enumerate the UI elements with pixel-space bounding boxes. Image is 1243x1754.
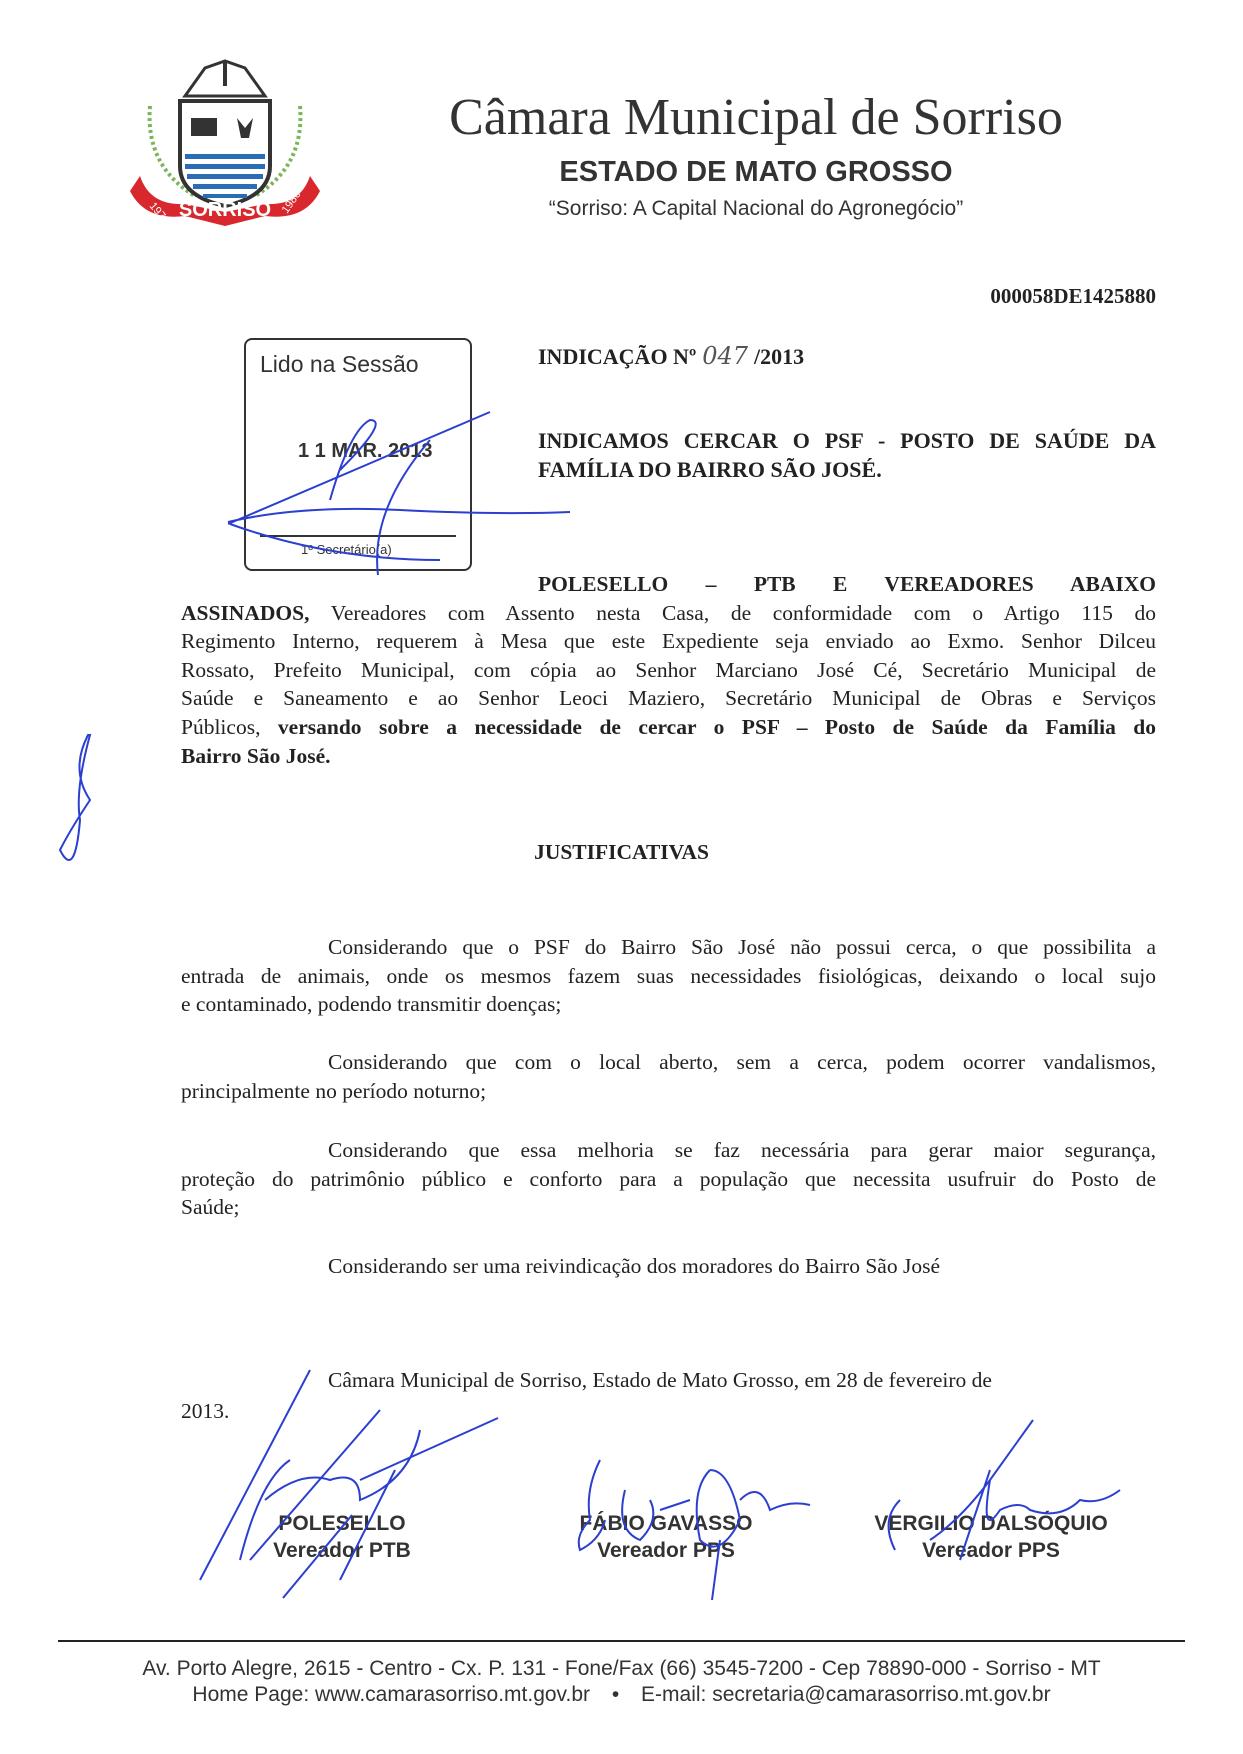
intro-text: Públicos,	[181, 714, 278, 739]
signatory-name: FÁBIO GAVASSO	[579, 1512, 753, 1535]
signatory-gavasso	[516, 1510, 816, 1564]
signatory-role: Vereador PPS	[922, 1539, 1060, 1562]
session-stamp	[244, 338, 472, 571]
intro-line: Saúde e Saneamento e ao Senhor Leoci Maziero, Secretário Municipal de Obras e Serviços	[181, 686, 1156, 711]
justification-line: proteção do patrimônio público e conforto para a população que necessita usufruir do Posto de	[181, 1166, 1156, 1191]
justifications-title: JUSTIFICATIVAS	[534, 840, 709, 864]
svg-text:1986: 1986	[279, 188, 304, 216]
intro-line: Bairro São José.	[181, 743, 331, 768]
justification-line: Considerando que o PSF do Bairro São José não possui cerca, o que possibilita a	[328, 935, 1156, 959]
indication-year: /2013	[754, 344, 805, 369]
justification-line: Considerando que com o local aberto, sem a cerca, podem ocorrer vandalismos,	[328, 1050, 1156, 1074]
indication-handwritten-number: 047	[702, 342, 749, 370]
footer-homepage-link[interactable]: Home Page: www.camarasorriso.mt.gov.br	[192, 1683, 590, 1706]
slogan: “Sorriso: A Capital Nacional do Agronegócio”	[548, 197, 964, 220]
signatory-dalsoquio	[841, 1510, 1141, 1564]
footer-contacts	[0, 1683, 1243, 1707]
intro-line: Regimento Interno, requerem à Mesa que este Expediente seja enviado ao Exmo. Senhor Dilceu	[181, 629, 1156, 654]
signatory-polesello	[192, 1510, 492, 1564]
justification-paragraph	[181, 1048, 1156, 1105]
indication-prefix: INDICAÇÃO Nº	[538, 344, 697, 369]
closing-line: Câmara Municipal de Sorriso, Estado de Mato Grosso, em 28 de fevereiro de	[328, 1368, 992, 1392]
justification-line: principalmente no período noturno;	[181, 1078, 487, 1103]
intro-line	[181, 713, 1156, 742]
intro-bold: ASSINADOS,	[181, 600, 310, 625]
closing-paragraph	[181, 1366, 1156, 1425]
footer-bullet: •	[611, 1683, 620, 1706]
justification-paragraph	[181, 933, 1156, 1019]
intro-paragraph	[181, 570, 1156, 770]
state-heading: ESTADO DE MATO GROSSO	[559, 156, 953, 188]
signatory-name: POLESELLO	[278, 1512, 406, 1535]
justification-paragraph	[181, 1252, 1156, 1281]
indication-number	[538, 342, 804, 370]
heading-line: INDICAMOS CERCAR O PSF - POSTO DE SAÚDE DA	[538, 428, 1156, 453]
footer-address: Av. Porto Alegre, 2615 - Centro - Cx. P. 131 - Fone/Fax (66) 3545-7200 - Cep 78890-000 - Sorriso - MT	[142, 1657, 1101, 1680]
document-code: 000058DE1425880	[990, 284, 1156, 308]
institution-title: Câmara Municipal de Sorriso	[449, 89, 1063, 146]
heading-line: FAMÍLIA DO BAIRRO SÃO JOSÉ.	[538, 456, 882, 482]
justification-paragraph	[181, 1136, 1156, 1222]
justification-line: e contaminado, podendo transmitir doenças;	[181, 992, 562, 1017]
signatory-role: Vereador PTB	[273, 1539, 411, 1562]
svg-text:1979: 1979	[146, 200, 172, 227]
intro-text: Vereadores com Assento nesta Casa, de conformidade com o Artigo 115 do	[309, 600, 1156, 625]
subject-heading	[538, 426, 1156, 483]
justification-line: Saúde;	[181, 1195, 240, 1220]
municipal-coat-of-arms-logo	[125, 56, 325, 236]
justification-line: Considerando ser uma reivindicação dos moradores do Bairro São José	[328, 1254, 940, 1278]
intro-bold: versando sobre a necessidade de cercar o PSF – Posto de Saúde da Família do	[277, 714, 1156, 739]
footer-email-link[interactable]: E-mail: secretaria@camarasorriso.mt.gov.br	[641, 1683, 1051, 1706]
intro-line	[181, 599, 1156, 628]
footer-divider	[58, 1640, 1185, 1642]
signatory-name: VERGILIO DALSÓQUIO	[874, 1512, 1108, 1535]
stamp-secretary: 1º Secretário(a)	[301, 542, 392, 557]
stamp-signature-line	[260, 535, 456, 537]
closing-year: 2013.	[181, 1398, 230, 1423]
logo-text: SORRISO	[178, 199, 272, 221]
stamp-label: Lido na Sessão	[260, 351, 419, 377]
intro-line: Rossato, Prefeito Municipal, com cópia ao Senhor Marciano José Cé, Secretário Municipal de	[181, 657, 1156, 682]
intro-line: POLESELLO – PTB E VEREADORES ABAIXO	[538, 572, 1156, 596]
signatory-role: Vereador PPS	[597, 1539, 735, 1562]
justification-line: Considerando que essa melhoria se faz necessária para gerar maior segurança,	[328, 1138, 1156, 1162]
justification-line: entrada de animais, onde os mesmos fazem suas necessidades fisiológicas, deixando o local sujo	[181, 963, 1156, 988]
stamp-date: 1 1 MAR. 2013	[298, 440, 433, 462]
